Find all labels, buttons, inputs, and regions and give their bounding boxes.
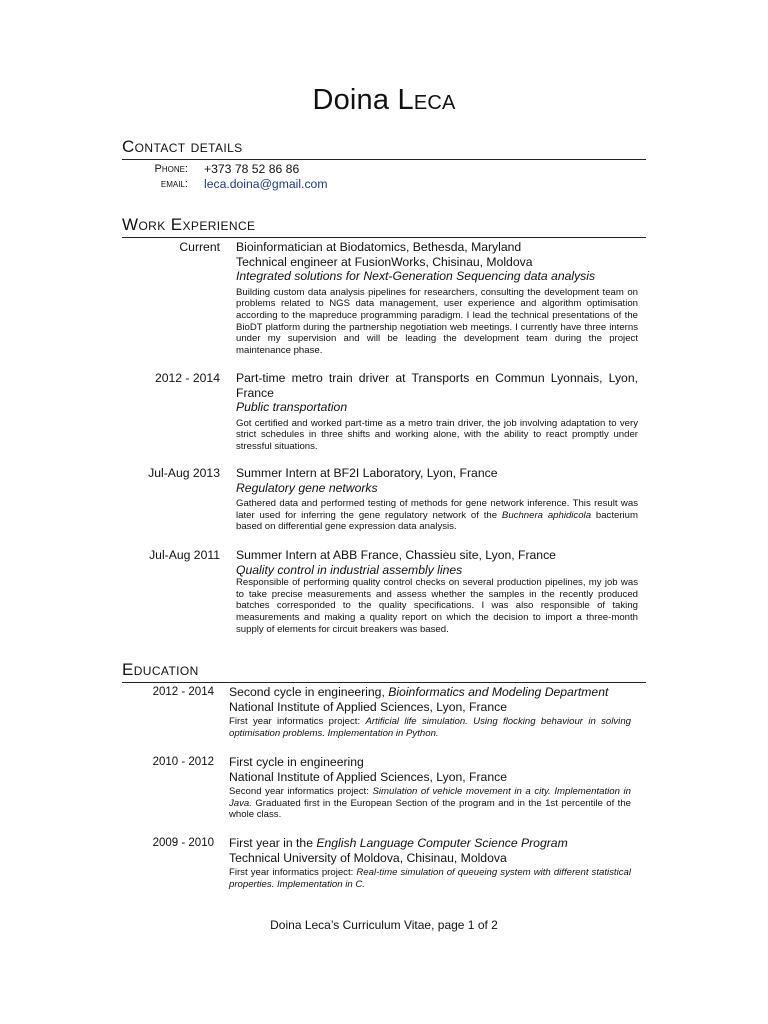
first-name: Doina — [312, 84, 390, 116]
work-date: Jul-Aug 2013 — [148, 466, 220, 480]
job-description-text: bacterium based on differential gene expression data analysis. — [236, 509, 638, 533]
job-title: Part-time metro train driver at Transports en Commun Lyonnais, Lyon, France — [236, 371, 638, 400]
program-name: English Language Computer Science Program — [316, 836, 568, 850]
job-title: Bioinformatician at Biodatomics, Bethesda, Maryland — [236, 240, 522, 254]
project-text: Artificial life simulation. Using flocking behaviour in solving optimisation problems. Implementation in Python. — [229, 716, 631, 739]
work-date: 2012 - 2014 — [154, 371, 220, 385]
job-description: Got certified and worked part-time as a metro train driver, the job involving adaptation to very strict schedules in three shifts and working alone, with the ability to react promptly under stressful situations. — [236, 417, 638, 452]
project-label: Second year informatics project: — [229, 786, 373, 798]
education-date: 2009 - 2010 — [152, 837, 214, 849]
institution: National Institute of Applied Sciences, Lyon, France — [229, 769, 507, 784]
job-description-text: Gathered data and performed testing of methods for gene network inference. This result was later used for inferring the gene regulatory network of the — [236, 498, 638, 521]
job-description: Building custom data analysis pipelines for researchers, consulting the development team on problems related to NGS data management, user experience and algorithm optimisation according to the mapreduce programming paradigm. I lead the technical presentations of the BioDT platform during the partnership negotiation web meetings. I currently have three interns under my supervision and will be leading the development team during the project maintenance phase. — [236, 286, 638, 356]
work-entry — [236, 548, 638, 635]
species-name: Buchnera aphidicola — [501, 509, 592, 521]
degree-title — [229, 685, 631, 700]
page-title — [0, 84, 768, 117]
work-divider — [122, 237, 646, 238]
education-entry — [229, 836, 631, 890]
project-label: First year informatics project: — [229, 716, 366, 728]
phone-label: Phone: — [154, 163, 188, 175]
degree-name: Second cycle in engineering, — [229, 685, 389, 699]
project-description — [229, 867, 631, 890]
degree-title — [229, 836, 631, 851]
job-title: Technical engineer at FusionWorks, Chisinau, Moldova — [236, 254, 533, 269]
last-name: Leca — [397, 84, 456, 116]
job-subtitle: Regulatory gene networks — [236, 480, 378, 495]
degree-name: First year in the — [229, 836, 317, 850]
contact-divider — [122, 159, 646, 160]
job-description — [236, 498, 638, 533]
job-description: Responsible of performing quality control checks on several production pipelines, my job was to take precise measurements and assess whether the samples in the recently produced batches corresponded to the quality specifications. I was also responsible of taking measurements and making a quality report on which the decision to import a three-month supply of elements for circuit breakers was based. — [236, 577, 638, 635]
degree-department: Bioinformatics and Modeling Department — [388, 685, 609, 699]
project-description — [229, 786, 631, 821]
degree-title: First cycle in engineering — [229, 755, 364, 769]
institution: National Institute of Applied Sciences, Lyon, France — [229, 699, 507, 714]
project-text: Simulation of vehicle movement in a city. Implementation in Java. — [229, 786, 631, 809]
project-text: Real-time simulation of queueing system with different statistical properties. Implementation in C. — [229, 867, 631, 890]
project-label: First year informatics project: — [229, 867, 357, 879]
work-date: Current — [179, 240, 220, 254]
page-footer: Doina Leca’s Curriculum Vitae, page 1 of 2 — [270, 918, 498, 932]
email-link[interactable]: leca.doina@gmail.com — [204, 177, 328, 191]
work-entry — [236, 466, 638, 533]
job-subtitle: Public transportation — [236, 400, 348, 415]
contact-section-title: Contact details — [122, 137, 243, 156]
job-subtitle: Integrated solutions for Next-Generation Sequencing data analysis — [236, 269, 596, 284]
education-entry — [229, 755, 631, 821]
phone-number: +373 78 52 86 86 — [204, 162, 300, 176]
education-divider — [122, 682, 646, 683]
education-date: 2010 - 2012 — [152, 756, 214, 768]
job-title: Summer Intern at BF2I Laboratory, Lyon, France — [236, 466, 498, 480]
work-entry — [236, 371, 638, 453]
project-description — [229, 716, 631, 739]
education-entry — [229, 685, 631, 739]
project-extra: Graduated first in the European Section of the program and in the 1st percentile of the whole class. — [229, 797, 631, 821]
work-section-title: Work Experience — [122, 215, 256, 234]
work-entry — [236, 240, 638, 356]
education-section-title: Education — [122, 660, 199, 679]
email-label: email: — [160, 178, 188, 190]
education-date: 2012 - 2014 — [152, 686, 214, 698]
job-subtitle: Quality control in industrial assembly lines — [236, 562, 463, 577]
job-title: Summer Intern at ABB France, Chassieu site, Lyon, France — [236, 548, 556, 562]
institution: Technical University of Moldova, Chisinau, Moldova — [229, 850, 507, 865]
work-date: Jul-Aug 2011 — [149, 548, 220, 562]
